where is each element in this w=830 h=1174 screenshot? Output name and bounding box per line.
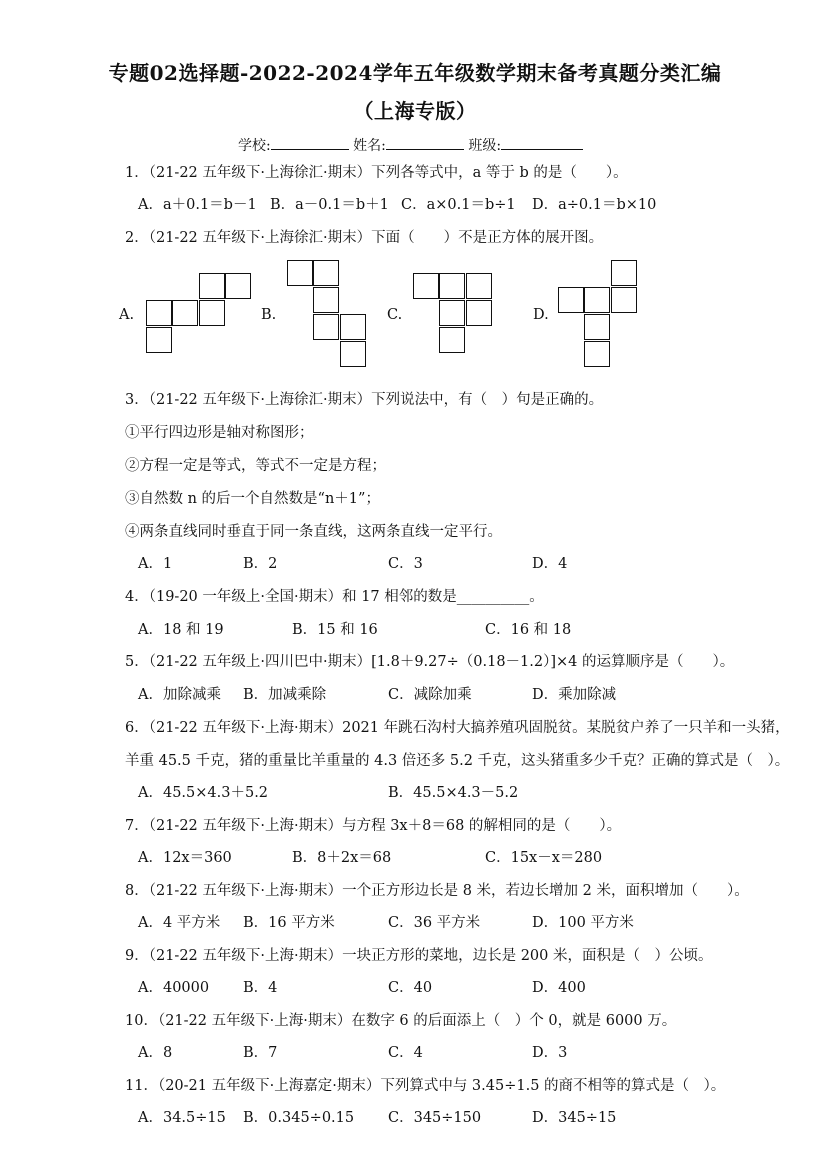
- question-8-stem: 8．（21-22 五年级下·上海·期末）一个正方形边长是 8 米，若边长增加 2 米，面积增加（ ）。: [125, 883, 749, 899]
- question-3-stem: 3．（21-22 五年级下·上海徐汇·期末）下列说法中，有（ ）句是正确的。: [125, 392, 604, 408]
- q3-option-b: B．2: [243, 556, 278, 572]
- net-a-square: [172, 300, 198, 326]
- net-c-square: [439, 273, 465, 299]
- q3-statement-4: ④两条直线同时垂直于同一条直线，这两条直线一定平行。: [125, 524, 502, 540]
- q10-option-b: B．7: [243, 1045, 278, 1061]
- q5-option-a: A．加除减乘: [138, 687, 221, 703]
- net-a-square: [225, 273, 251, 299]
- q10-option-c: C．4: [388, 1045, 423, 1061]
- net-c-square: [439, 327, 465, 353]
- q7-option-a: A．12x＝360: [138, 850, 232, 866]
- net-d-square: [611, 287, 637, 313]
- question-2-stem: 2．（21-22 五年级下·上海徐汇·期末）下面（ ）不是正方体的展开图。: [125, 230, 604, 246]
- q3-statement-1: ①平行四边形是轴对称图形；: [125, 425, 314, 441]
- net-a-square: [199, 273, 225, 299]
- q1-option-b: B．a－0.1＝b＋1: [270, 197, 389, 213]
- question-9-stem: 9．（21-22 五年级下·上海·期末）一块正方形的菜地，边长是 200 米，面积是（ ）公顷。: [125, 948, 713, 964]
- question-6-stem: 6．（21-22 五年级下·上海·期末）2021 年跳石沟村大搞养殖巩固脱贫。某脱贫户养了一只羊和一头猪，: [125, 720, 790, 736]
- q4-option-a: A．18 和 19: [138, 622, 224, 638]
- q9-option-b: B．4: [243, 980, 278, 996]
- net-c-square: [439, 300, 465, 326]
- q1-option-a: A．a＋0.1＝b－1: [138, 197, 257, 213]
- net-d-square: [558, 287, 584, 313]
- q8-option-a: A．4 平方米: [138, 915, 221, 931]
- question-7-stem: 7．（21-22 五年级下·上海·期末）与方程 3x＋8＝68 的解相同的是（ ）。: [125, 818, 622, 834]
- student-info-line: [238, 135, 583, 155]
- document-title: 专题02选择题-2022-2024学年五年级数学期末备考真题分类汇编: [108, 61, 722, 85]
- class-blank: [501, 136, 583, 150]
- q8-option-c: C．36 平方米: [388, 915, 481, 931]
- q11-option-d: D．345÷15: [532, 1110, 617, 1126]
- q9-option-a: A．40000: [138, 980, 210, 996]
- q11-option-c: C．345÷150: [388, 1110, 482, 1126]
- q1-option-c: C．a×0.1＝b÷1: [401, 197, 516, 213]
- net-d-square: [584, 314, 610, 340]
- q4-option-c: C．16 和 18: [485, 622, 572, 638]
- q5-option-b: B．加减乘除: [243, 687, 327, 703]
- net-a-square: [146, 327, 172, 353]
- question-1-stem: 1．（21-22 五年级下·上海徐汇·期末）下列各等式中，a 等于 b 的是（ ）。: [125, 165, 628, 181]
- q4-option-b: B．15 和 16: [292, 622, 378, 638]
- question-6-stem-continued: 羊重 45.5 千克，猪的重量比羊重量的 4.3 倍还多 5.2 千克，这头猪重多少千克？正确的算式是（ ）。: [125, 753, 790, 769]
- question-10-stem: 10．（21-22 五年级下·上海·期末）在数字 6 的后面添上（ ）个 0，就是 6000 万。: [125, 1013, 677, 1029]
- q5-option-c: C．减除加乘: [388, 687, 472, 703]
- question-11-stem: 11．（20-21 五年级下·上海嘉定·期末）下列算式中与 3.45÷1.5 的商不相等的算式是（ ）。: [125, 1078, 726, 1094]
- net-c-square: [466, 273, 492, 299]
- q9-option-d: D．400: [532, 980, 586, 996]
- school-label: 学校:: [238, 138, 271, 154]
- net-a-label: A.: [119, 307, 135, 323]
- q11-option-a: A．34.5÷15: [138, 1110, 226, 1126]
- q10-option-d: D．3: [532, 1045, 568, 1061]
- q8-option-b: B．16 平方米: [243, 915, 335, 931]
- name-blank: [386, 136, 464, 150]
- net-c-square: [466, 300, 492, 326]
- q9-option-c: C．40: [388, 980, 433, 996]
- name-label: 姓名:: [353, 138, 386, 154]
- q7-option-c: C．15x－x＝280: [485, 850, 603, 866]
- net-b-label: B.: [261, 307, 277, 323]
- net-d-square: [584, 287, 610, 313]
- q3-option-d: D．4: [532, 556, 568, 572]
- net-a-square: [199, 300, 225, 326]
- q7-option-b: B．8＋2x＝68: [292, 850, 392, 866]
- net-d-square: [611, 260, 637, 286]
- question-4-stem: 4．（19-20 一年级上·全国·期末）和 17 相邻的数是__________。: [125, 589, 544, 605]
- q5-option-d: D．乘加除减: [532, 687, 617, 703]
- q11-option-b: B．0.345÷0.15: [243, 1110, 355, 1126]
- net-b-square: [287, 260, 313, 286]
- q8-option-d: D．100 平方米: [532, 915, 634, 931]
- net-b-square: [313, 260, 339, 286]
- net-b-square: [340, 341, 366, 367]
- class-label: 班级:: [468, 138, 502, 154]
- q10-option-a: A．8: [138, 1045, 173, 1061]
- q6-option-a: A．45.5×4.3＋5.2: [138, 785, 269, 801]
- q3-option-c: C．3: [388, 556, 423, 572]
- net-b-square: [313, 314, 339, 340]
- q3-option-a: A．1: [138, 556, 173, 572]
- net-c-label: C.: [387, 307, 403, 323]
- q3-statement-2: ②方程一定是等式，等式不一定是方程；: [125, 458, 386, 474]
- net-b-square: [340, 314, 366, 340]
- q3-statement-3: ③自然数 n 的后一个自然数是“n＋1”；: [125, 491, 380, 507]
- school-blank: [271, 136, 349, 150]
- question-5-stem: 5．（21-22 五年级上·四川巴中·期末）[1.8＋9.27÷（0.18－1.2）]×4 的运算顺序是（ ）。: [125, 654, 735, 670]
- net-d-square: [584, 341, 610, 367]
- net-d-label: D.: [533, 307, 549, 323]
- q1-option-d: D．a÷0.1＝b×10: [532, 197, 657, 213]
- q6-option-b: B．45.5×4.3－5.2: [388, 785, 519, 801]
- net-c-square: [413, 273, 439, 299]
- net-a-square: [146, 300, 172, 326]
- net-b-square: [313, 287, 339, 313]
- document-subtitle: （上海专版）: [353, 99, 477, 123]
